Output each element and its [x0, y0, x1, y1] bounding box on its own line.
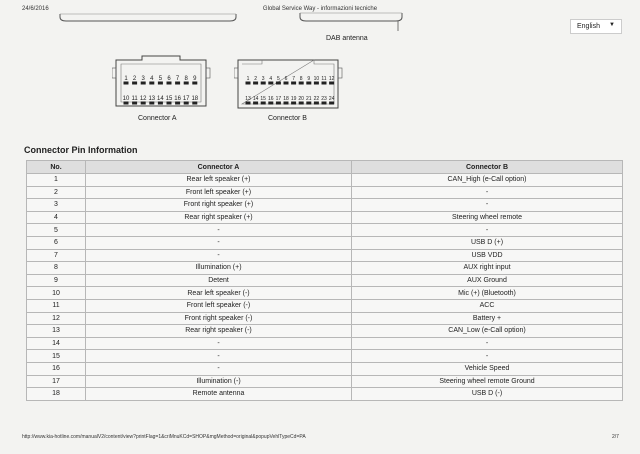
- connector-a-diagram: [112, 54, 212, 112]
- pin-number-cell: 2: [27, 186, 86, 199]
- table-row: [27, 249, 623, 262]
- pin-label: 19: [290, 96, 297, 102]
- table-row: [27, 337, 623, 350]
- connector-a-cell: -: [86, 362, 352, 375]
- pin-terminal: [284, 82, 289, 85]
- table-row: [27, 211, 623, 224]
- pin-terminal: [192, 82, 197, 85]
- header-title: Global Service Way - informazioni tecniche: [262, 6, 378, 12]
- pin-label: 20: [298, 96, 304, 102]
- pin-terminal: [132, 82, 137, 85]
- pin-label: 14: [252, 96, 259, 102]
- pin-terminal: [158, 102, 163, 105]
- connector-a-cell: Rear right speaker (-): [86, 325, 352, 338]
- footer-url: http://www.kia-hotline.com/manualV2/content/view?printFlag=1&criMnuKCd=SHOP&mgMethod=original&popupVehlTypeCd=PA: [22, 434, 306, 440]
- pin-terminal: [167, 102, 172, 105]
- pin-label: 7: [175, 76, 180, 82]
- connector-a-cell: Front left speaker (-): [86, 299, 352, 312]
- pin-label: 23: [321, 96, 327, 102]
- dab-antenna-label: DAB antenna: [326, 35, 368, 42]
- table-row: [27, 236, 623, 249]
- pin-number-cell: 15: [27, 350, 86, 363]
- pin-terminal: [299, 102, 304, 105]
- connector-b-cell: -: [352, 224, 623, 237]
- table-row: [27, 375, 623, 388]
- pin-label: 14: [157, 96, 164, 102]
- connector-b-cell: -: [352, 337, 623, 350]
- table-row: [27, 186, 623, 199]
- connector-b-cell: CAN_Low (e-Call option): [352, 325, 623, 338]
- header-connector-b: Connector B: [352, 161, 623, 174]
- connector-b-cell: Battery +: [352, 312, 623, 325]
- table-row: [27, 274, 623, 287]
- pin-number-cell: 9: [27, 274, 86, 287]
- pin-label: 15: [165, 96, 173, 102]
- pin-terminal: [149, 82, 154, 85]
- connector-a-cell: -: [86, 224, 352, 237]
- connector-a-cell: -: [86, 337, 352, 350]
- dab-antenna-diagram: [0, 0, 640, 40]
- pin-terminal: [141, 102, 146, 105]
- pin-label: 13: [245, 96, 251, 102]
- table-row: [27, 350, 623, 363]
- pin-label: 10: [313, 76, 320, 82]
- pin-label: 13: [148, 96, 156, 102]
- pin-terminal: [284, 102, 289, 105]
- pin-label: 17: [182, 96, 190, 102]
- connector-b-cell: -: [352, 350, 623, 363]
- pin-number-cell: 8: [27, 262, 86, 275]
- pin-number-cell: 7: [27, 249, 86, 262]
- connector-b-cell: Mic (+) (Bluetooth): [352, 287, 623, 300]
- language-selected: English: [577, 23, 600, 30]
- connector-b-cell: ACC: [352, 299, 623, 312]
- pin-label: 18: [283, 96, 289, 102]
- pin-number-cell: 3: [27, 199, 86, 212]
- pin-terminal: [149, 102, 154, 105]
- pin-terminal: [175, 102, 180, 105]
- pin-label: 2: [254, 76, 257, 82]
- connector-a-cell: Illumination (+): [86, 262, 352, 275]
- pin-label: 12: [328, 76, 335, 82]
- pin-label: 8: [184, 76, 188, 82]
- pin-label: 6: [167, 76, 171, 82]
- pin-terminal: [299, 82, 304, 85]
- pin-label: 7: [292, 76, 295, 82]
- connector-a-cell: Illumination (-): [86, 375, 352, 388]
- connector-a-cell: Rear left speaker (+): [86, 174, 352, 187]
- connector-a-cell: Front right speaker (+): [86, 199, 352, 212]
- header-date: 24/6/2016: [22, 6, 49, 12]
- connector-a-label: Connector A: [138, 115, 177, 122]
- connector-a-cell: -: [86, 236, 352, 249]
- table-row: [27, 388, 623, 401]
- pin-label: 16: [268, 96, 274, 102]
- pin-terminal: [175, 82, 180, 85]
- connector-b-diagram: [234, 56, 344, 112]
- pin-label: 16: [174, 96, 181, 102]
- pin-terminal: [276, 102, 281, 105]
- connector-b-cell: Vehicle Speed: [352, 362, 623, 375]
- pin-terminal: [253, 82, 258, 85]
- pin-terminal: [314, 102, 319, 105]
- pin-number-cell: 5: [27, 224, 86, 237]
- pin-number-cell: 4: [27, 211, 86, 224]
- pin-label: 5: [277, 76, 280, 82]
- pin-number-cell: 13: [27, 325, 86, 338]
- pin-terminal: [253, 102, 258, 105]
- pin-terminal: [261, 102, 266, 105]
- pin-label: 11: [131, 96, 138, 102]
- section-title: Connector Pin Information: [24, 145, 138, 155]
- pin-label: 3: [141, 76, 145, 82]
- pin-number-cell: 18: [27, 388, 86, 401]
- pin-number-cell: 10: [27, 287, 86, 300]
- pin-label: 4: [269, 76, 273, 82]
- pin-label: 1: [124, 76, 128, 82]
- pin-number-cell: 17: [27, 375, 86, 388]
- table-row: [27, 312, 623, 325]
- pin-label: 9: [307, 76, 311, 82]
- table-row: [27, 362, 623, 375]
- connector-b-cell: USB D (-): [352, 388, 623, 401]
- pin-terminal: [261, 82, 266, 85]
- pin-terminal: [268, 82, 273, 85]
- connector-b-cell: -: [352, 186, 623, 199]
- connector-pin-table: [26, 160, 623, 401]
- connector-a-cell: -: [86, 249, 352, 262]
- pin-terminal: [158, 82, 163, 85]
- pin-terminal: [306, 102, 311, 105]
- header-connector-a: Connector A: [86, 161, 352, 174]
- pin-terminal: [306, 82, 311, 85]
- connector-b-cell: AUX right input: [352, 262, 623, 275]
- connector-b-label: Connector B: [268, 115, 307, 122]
- pin-number-cell: 1: [27, 174, 86, 187]
- pin-label: 21: [306, 96, 312, 102]
- connector-a-cell: -: [86, 350, 352, 363]
- pin-terminal: [141, 82, 146, 85]
- pin-number-cell: 14: [27, 337, 86, 350]
- header-no: No.: [27, 161, 86, 174]
- pin-label: 8: [299, 76, 303, 82]
- table-row: [27, 299, 623, 312]
- connector-b-cell: -: [352, 199, 623, 212]
- pin-terminal: [192, 102, 197, 105]
- connector-a-cell: Rear left speaker (-): [86, 287, 352, 300]
- connector-b-cell: USB VDD: [352, 249, 623, 262]
- table-row: [27, 174, 623, 187]
- pin-terminal: [246, 102, 251, 105]
- pin-label: 6: [284, 76, 288, 82]
- table-row: [27, 224, 623, 237]
- footer-page-number: 2/7: [612, 434, 619, 440]
- connector-a-cell: Remote antenna: [86, 388, 352, 401]
- pin-label: 2: [132, 76, 137, 82]
- connector-b-cell: USB D (+): [352, 236, 623, 249]
- pin-number-cell: 6: [27, 236, 86, 249]
- table-row: [27, 325, 623, 338]
- pin-terminal: [322, 82, 327, 85]
- table-header-row: [27, 161, 623, 174]
- pin-number-cell: 16: [27, 362, 86, 375]
- table-row: [27, 287, 623, 300]
- table-row: [27, 262, 623, 275]
- chevron-down-icon: ▼: [609, 22, 615, 28]
- pin-number-cell: 11: [27, 299, 86, 312]
- pin-label: 15: [260, 96, 266, 102]
- pin-terminal: [291, 82, 296, 85]
- language-select[interactable]: [570, 19, 622, 34]
- pin-terminal: [268, 102, 273, 105]
- pin-terminal: [246, 82, 251, 85]
- pin-terminal: [124, 82, 129, 85]
- connector-b-cell: CAN_High (e-Call option): [352, 174, 623, 187]
- pin-terminal: [167, 82, 172, 85]
- pin-label: 1: [246, 76, 250, 82]
- pin-label: 18: [191, 96, 199, 102]
- pin-terminal: [124, 102, 129, 105]
- pin-terminal: [276, 82, 281, 85]
- pin-terminal: [184, 102, 189, 105]
- connector-a-cell: Front left speaker (+): [86, 186, 352, 199]
- pin-label: 10: [122, 96, 130, 102]
- pin-label: 4: [150, 76, 154, 82]
- pin-label: 11: [321, 76, 327, 82]
- table-row: [27, 199, 623, 212]
- pin-label: 9: [193, 76, 197, 82]
- connector-a-cell: Rear right speaker (+): [86, 211, 352, 224]
- pin-terminal: [184, 82, 189, 85]
- pin-terminal: [329, 82, 334, 85]
- pin-terminal: [314, 82, 319, 85]
- pin-terminal: [322, 102, 327, 105]
- connector-a-cell: Front right speaker (-): [86, 312, 352, 325]
- pin-label: 17: [275, 96, 282, 102]
- connector-b-cell: Steering wheel remote: [352, 211, 623, 224]
- connector-b-cell: AUX Ground: [352, 274, 623, 287]
- connector-a-cell: Detent: [86, 274, 352, 287]
- connector-b-cell: Steering wheel remote Ground: [352, 375, 623, 388]
- pin-label: 12: [139, 96, 147, 102]
- pin-terminal: [291, 102, 296, 105]
- pin-terminal: [329, 102, 334, 105]
- pin-label: 22: [313, 96, 320, 102]
- pin-label: 3: [261, 76, 265, 82]
- pin-label: 5: [158, 76, 163, 82]
- pin-label: 24: [328, 96, 335, 102]
- pin-terminal: [132, 102, 137, 105]
- pin-number-cell: 12: [27, 312, 86, 325]
